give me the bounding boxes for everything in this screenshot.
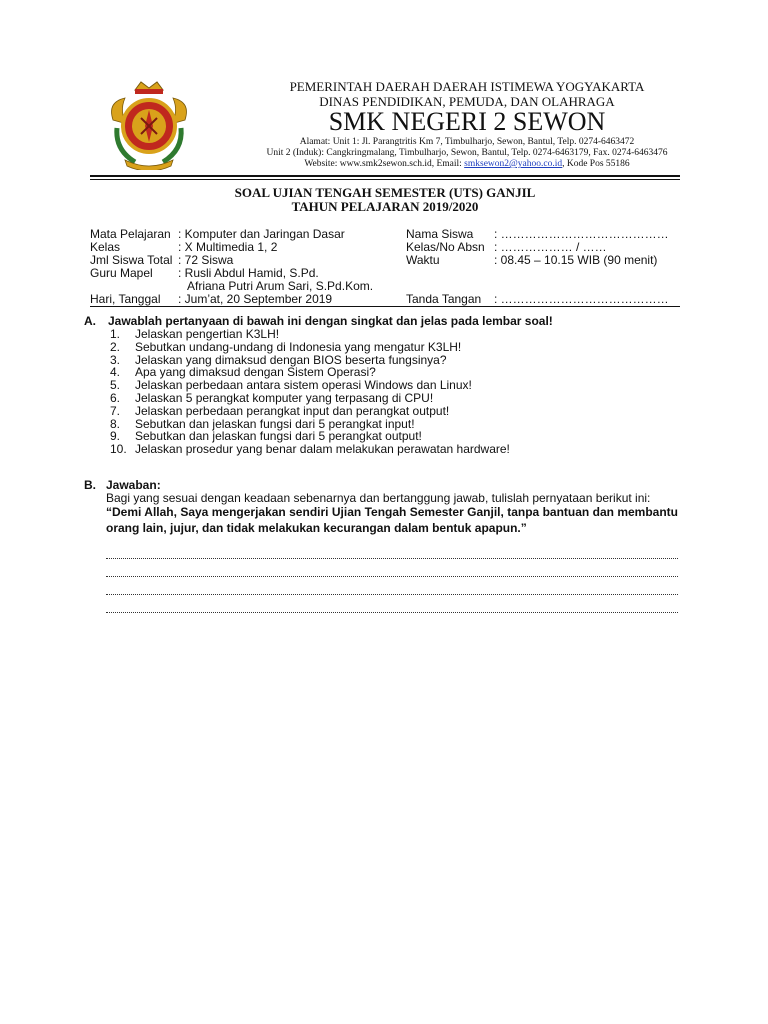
pledge-statement: “Demi Allah, Saya mengerjakan sendiri Ujian Tengah Semester Ganjil, tanpa bantuan dan membantu orang lain, jujur, dan tidak melakukan kecurangan dalam bentuk apapun.” <box>106 505 678 535</box>
info-divider <box>90 306 680 307</box>
info-value-time: : 08.45 – 10.15 WIB (90 menit) <box>494 253 658 267</box>
postal-code: , Kode Pos 55186 <box>562 159 630 169</box>
question-number: 6. <box>110 391 121 405</box>
letterhead-government: PEMERINTAH DAERAH DAERAH ISTIMEWA YOGYAKARTA <box>289 79 645 94</box>
website-label: Website: www.smk2sewon.sch.id, Email: <box>304 159 465 169</box>
question-text: Sebutkan dan jelaskan fungsi dari 5 perangkat input! <box>135 416 415 431</box>
student-name-field[interactable]: : …………………………………… <box>494 227 669 241</box>
answer-line[interactable] <box>106 576 678 577</box>
exam-title: SOAL UJIAN TENGAH SEMESTER (UTS) GANJIL <box>234 185 536 200</box>
info-value-class: : X Multimedia 1, 2 <box>178 240 278 254</box>
school-name: SMK NEGERI 2 SEWON <box>328 107 606 136</box>
answer-line[interactable] <box>106 594 678 595</box>
question-number: 1. <box>110 327 121 341</box>
question-text: Jelaskan prosedur yang benar dalam melakukan perawatan hardware! <box>135 442 510 457</box>
info-label-teacher: Guru Mapel <box>90 266 153 280</box>
question-number: 4. <box>110 365 121 380</box>
question-number: 3. <box>110 352 121 367</box>
section-b-letter: B. <box>84 478 96 492</box>
provincial-crest-logo <box>105 80 193 170</box>
letterhead-department: DINAS PENDIDIKAN, PEMUDA, DAN OLAHRAGA <box>319 94 615 109</box>
question-text: Jelaskan pengertian K3LH! <box>135 327 280 341</box>
letterhead-rule-thick <box>90 175 680 177</box>
info-label-time: Waktu <box>406 253 440 267</box>
info-label-student-name: Nama Siswa <box>406 227 474 241</box>
info-label-date: Hari, Tanggal <box>90 292 161 306</box>
question-number: 5. <box>110 378 121 393</box>
academic-year: TAHUN PELAJARAN 2019/2020 <box>291 199 479 214</box>
question-text: Jelaskan 5 perangkat komputer yang terpasang di CPU! <box>135 391 434 405</box>
contact-line <box>200 159 734 169</box>
section-a-letter: A. <box>84 314 96 328</box>
question-text: Sebutkan dan jelaskan fungsi dari 5 perangkat output! <box>135 429 422 444</box>
info-label-class-number: Kelas/No Absn <box>406 240 485 254</box>
info-value-subject: : Komputer dan Jaringan Dasar <box>178 227 345 241</box>
info-value-teacher-2: Afriana Putri Arum Sari, S.Pd.Kom. <box>187 279 374 293</box>
question-text: Sebutkan undang-undang di Indonesia yang mengatur K3LH! <box>135 339 462 354</box>
section-b-intro: Bagi yang sesuai dengan keadaan sebenarnya dan bertanggung jawab, tulislah pernyataan berikut ini: <box>106 491 651 505</box>
class-number-field[interactable]: : ……………… / …… <box>494 240 607 254</box>
section-b-heading: Jawaban: <box>106 478 161 492</box>
info-value-student-count: : 72 Siswa <box>178 253 234 267</box>
signature-field[interactable]: : …………………………………… <box>494 292 669 306</box>
info-label-subject: Mata Pelajaran <box>90 227 171 241</box>
section-a-instruction: Jawablah pertanyaan di bawah ini dengan singkat dan jelas pada lembar soal! <box>108 314 553 328</box>
question-number: 8. <box>110 416 121 431</box>
question-number: 2. <box>110 339 121 354</box>
address-unit-1: Alamat: Unit 1: Jl. Parangtritis Km 7, Timbulharjo, Sewon, Bantul, Telp. 0274-6463472 <box>299 137 635 147</box>
address-unit-2: Unit 2 (Induk): Cangkringmalang, Timbulharjo, Sewon, Bantul, Telp. 0274-6463179, Fax. 0274-6463476 <box>266 148 668 158</box>
question-number: 9. <box>110 429 121 444</box>
question-number: 7. <box>110 403 121 418</box>
info-label-signature: Tanda Tangan <box>406 292 482 306</box>
answer-line[interactable] <box>106 612 678 613</box>
info-value-date: : Jum’at, 20 September 2019 <box>178 292 333 306</box>
question-number: 10. <box>110 442 127 457</box>
email-link[interactable]: smksewon2@yahoo.co.id <box>464 159 563 169</box>
info-label-student-count: Jml Siswa Total <box>90 253 173 267</box>
question-text: Jelaskan perbedaan antara sistem operasi Windows dan Linux! <box>135 378 472 393</box>
letterhead-rule-thin <box>90 179 680 180</box>
info-value-teacher-1: : Rusli Abdul Hamid, S.Pd. <box>178 266 319 280</box>
info-label-class: Kelas <box>90 240 121 254</box>
question-text: Jelaskan yang dimaksud dengan BIOS beserta fungsinya? <box>135 352 447 367</box>
answer-line[interactable] <box>106 558 678 559</box>
question-text: Apa yang dimaksud dengan Sistem Operasi? <box>135 365 376 380</box>
question-text: Jelaskan perbedaan perangkat input dan perangkat output! <box>135 403 450 418</box>
